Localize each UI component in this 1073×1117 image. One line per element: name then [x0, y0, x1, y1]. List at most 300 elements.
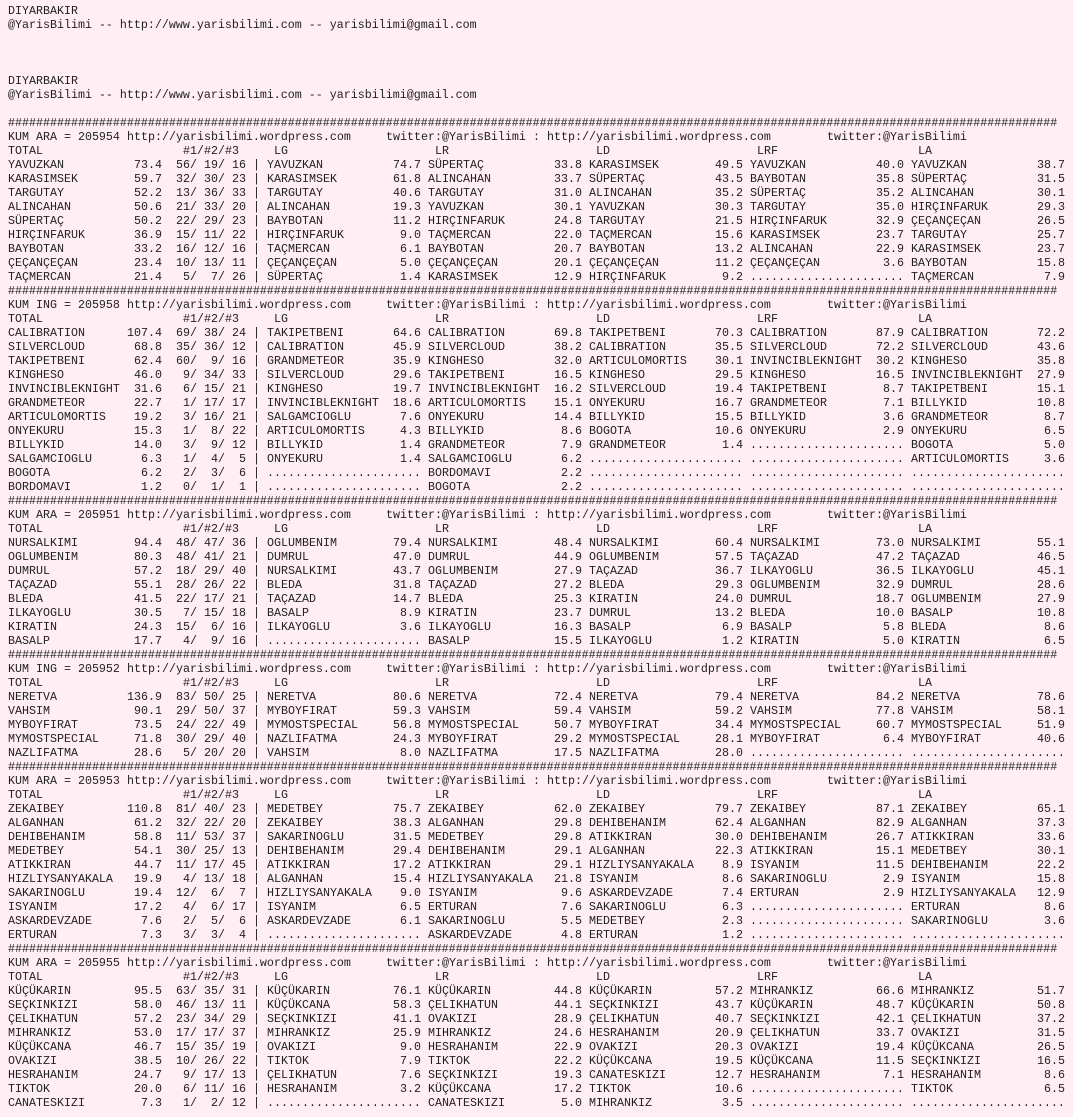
horse-name: KIRATIN	[8, 620, 57, 634]
ld-horse-name: CANATESKIZI	[589, 1068, 666, 1082]
total-score: 46.7	[134, 1040, 162, 1054]
lg-horse-name: SILVERCLOUD	[267, 368, 344, 382]
table-row	[8, 830, 1068, 844]
lg-score: 25.9	[393, 1026, 421, 1040]
column-divider: |	[253, 1096, 260, 1110]
lr-score: 4.8	[561, 928, 582, 942]
lg-score: 14.7	[393, 592, 421, 606]
slash: /	[218, 396, 225, 410]
total-score: 33.2	[134, 242, 162, 256]
total-score: 62.4	[134, 354, 162, 368]
total-score: 59.7	[134, 172, 162, 186]
table-row	[8, 914, 1068, 928]
la-horse-name: DUMRUL	[911, 578, 953, 592]
lr-horse-name: OGLUMBENIM	[428, 564, 498, 578]
total-score: 52.2	[134, 186, 162, 200]
place-2-count: 50	[204, 704, 218, 718]
lrf-score: 3.6	[883, 410, 904, 424]
place-3-count: 17	[232, 900, 246, 914]
slash: /	[190, 606, 197, 620]
place-2-count: 29	[204, 732, 218, 746]
lg-score: 40.6	[393, 186, 421, 200]
lr-horse-name: BLEDA	[428, 592, 463, 606]
slash: /	[190, 802, 197, 816]
la-score: 31.5	[1037, 1026, 1065, 1040]
table-row	[8, 326, 1068, 340]
slash: /	[190, 592, 197, 606]
lg-score: 7.6	[400, 1068, 421, 1082]
total-score: 38.5	[134, 1054, 162, 1068]
la-horse-name: NERETVA	[911, 690, 960, 704]
place-2-count: 12	[204, 242, 218, 256]
ld-score: 57.2	[715, 984, 743, 998]
slash: /	[190, 1096, 197, 1110]
lr-horse-name: ÇEÇANÇEÇAN	[428, 256, 498, 270]
ld-horse-name: SAKARINOGLU	[589, 900, 666, 914]
lg-horse-name: HIRÇINFARUK	[267, 228, 344, 242]
place-2-count: 6	[211, 620, 218, 634]
table-row	[8, 802, 1068, 816]
place-3-count: 18	[232, 606, 246, 620]
place-2-count: 9	[211, 354, 218, 368]
column-divider: |	[253, 732, 260, 746]
site-url: http://yarisbilimi.wordpress.com	[127, 298, 351, 312]
lr-score: 24.6	[554, 1026, 582, 1040]
race-title-line	[8, 130, 1068, 144]
blank-line	[8, 46, 1068, 60]
place-1-count: 1	[183, 424, 190, 438]
column-header-lg: LG	[274, 788, 288, 802]
lg-score: 9.0	[400, 1040, 421, 1054]
place-3-count: 22	[232, 1054, 246, 1068]
column-divider: |	[253, 158, 260, 172]
header-city-line	[8, 4, 1068, 18]
lg-horse-name: ZEKAIBEY	[267, 816, 323, 830]
lg-score: 3.6	[400, 620, 421, 634]
place-1-count: 5	[183, 746, 190, 760]
lrf-score: 72.2	[876, 340, 904, 354]
la-score: 22.2	[1037, 858, 1065, 872]
place-1-count: 32	[176, 172, 190, 186]
place-3-count: 23	[232, 802, 246, 816]
lg-score: 11.2	[393, 214, 421, 228]
ld-horse-name: ARTICULOMORTIS	[589, 354, 687, 368]
column-header-placings: #1/#2/#3	[183, 522, 239, 536]
total-score: 24.7	[134, 1068, 162, 1082]
la-score: 27.9	[1037, 592, 1065, 606]
lg-horse-name: CALIBRATION	[267, 340, 344, 354]
slash: /	[190, 984, 197, 998]
la-score: 15.1	[1037, 382, 1065, 396]
place-3-count: 40	[232, 732, 246, 746]
horse-name: ASKARDEVZADE	[8, 914, 92, 928]
column-header-lrf: LRF	[757, 788, 778, 802]
la-score: 8.7	[1044, 410, 1065, 424]
column-divider: |	[253, 998, 260, 1012]
ld-score: 59.2	[715, 704, 743, 718]
la-horse-name: ALGANHAN	[911, 816, 967, 830]
ld-score: 2.3	[722, 914, 743, 928]
lr-score: 19.3	[554, 1068, 582, 1082]
slash: /	[190, 452, 197, 466]
column-header-total: TOTAL	[8, 676, 43, 690]
ld-score: 35.2	[715, 186, 743, 200]
ld-score: 20.9	[715, 1026, 743, 1040]
table-row	[8, 578, 1068, 592]
lrf-score: 30.2	[876, 354, 904, 368]
ld-horse-name: ERTURAN	[589, 928, 638, 942]
lg-score: 15.4	[393, 872, 421, 886]
column-header-line	[8, 676, 1068, 690]
ld-score: 79.7	[715, 802, 743, 816]
total-score: 107.4	[127, 326, 162, 340]
place-2-count: 17	[204, 858, 218, 872]
blank-line	[8, 60, 1068, 74]
place-2-count: 9	[211, 634, 218, 648]
table-row	[8, 690, 1068, 704]
lg-score: 19.7	[393, 382, 421, 396]
la-score: 58.1	[1037, 704, 1065, 718]
table-row	[8, 844, 1068, 858]
horse-name: KINGHESO	[8, 368, 64, 382]
la-score: 65.1	[1037, 802, 1065, 816]
place-1-count: 30	[176, 732, 190, 746]
site-url: http://yarisbilimi.wordpress.com	[547, 956, 771, 970]
lr-score: 29.2	[554, 732, 582, 746]
la-score: 51.7	[1037, 984, 1065, 998]
race-title-line	[8, 662, 1068, 676]
hash-separator: ######################################################################################################################################################	[8, 494, 1058, 508]
horse-name: ZEKAIBEY	[8, 802, 64, 816]
table-row	[8, 620, 1068, 634]
slash: /	[190, 480, 197, 494]
lr-score: 48.4	[554, 536, 582, 550]
lr-score: 6.2	[561, 452, 582, 466]
ld-score: 43.7	[715, 998, 743, 1012]
la-score: 72.2	[1037, 326, 1065, 340]
lg-empty-cell: ......................	[267, 466, 421, 480]
table-row	[8, 1012, 1068, 1026]
la-score: 46.5	[1037, 550, 1065, 564]
column-divider: |	[253, 802, 260, 816]
la-empty-cell: ......................	[911, 746, 1065, 760]
lrf-horse-name: SAKARINOGLU	[750, 872, 827, 886]
ld-score: 16.7	[715, 396, 743, 410]
lr-horse-name: BOGOTA	[428, 480, 470, 494]
horse-name: MYMOSTSPECIAL	[8, 732, 99, 746]
ld-horse-name: KIRATIN	[589, 592, 638, 606]
lr-horse-name: SILVERCLOUD	[428, 340, 505, 354]
slash: /	[190, 816, 197, 830]
ld-score: 12.7	[715, 1068, 743, 1082]
horse-name: BORDOMAVI	[8, 480, 71, 494]
lrf-horse-name: ONYEKURU	[750, 424, 806, 438]
lrf-score: 60.7	[876, 718, 904, 732]
race-title: KUM ARA = 205951	[8, 508, 120, 522]
slash: /	[190, 228, 197, 242]
lg-horse-name: MEDETBEY	[267, 802, 323, 816]
place-1-count: 6	[183, 382, 190, 396]
la-score: 45.1	[1037, 564, 1065, 578]
lr-horse-name: ZEKAIBEY	[428, 802, 484, 816]
column-divider: |	[253, 606, 260, 620]
place-2-count: 29	[204, 564, 218, 578]
place-1-count: 56	[176, 158, 190, 172]
place-1-count: 2	[183, 914, 190, 928]
twitter-handle: twitter:@YarisBilimi	[827, 298, 967, 312]
la-horse-name: HIZLIYSANYAKALA	[911, 886, 1016, 900]
race-section	[8, 494, 1068, 648]
lrf-horse-name: GRANDMETEOR	[750, 396, 827, 410]
column-header-placings: #1/#2/#3	[183, 676, 239, 690]
place-3-count: 18	[232, 872, 246, 886]
la-score: 16.5	[1037, 1054, 1065, 1068]
ld-score: 10.6	[715, 1082, 743, 1096]
lr-horse-name: OVAKIZI	[428, 1012, 477, 1026]
total-score: 15.3	[134, 424, 162, 438]
slash: /	[218, 564, 225, 578]
la-score: 29.3	[1037, 200, 1065, 214]
slash: /	[218, 802, 225, 816]
la-horse-name: CALIBRATION	[911, 326, 988, 340]
total-score: 1.2	[141, 480, 162, 494]
horse-name: HESRAHANIM	[8, 1068, 78, 1082]
column-header-placings: #1/#2/#3	[183, 312, 239, 326]
column-divider: |	[253, 172, 260, 186]
ld-horse-name: KINGHESO	[589, 368, 645, 382]
ld-horse-name: ZEKAIBEY	[589, 802, 645, 816]
total-score: 57.2	[134, 564, 162, 578]
race-title: KUM ARA = 205955	[8, 956, 120, 970]
ld-horse-name: TAKIPETBENI	[589, 326, 666, 340]
lg-score: 1.4	[400, 438, 421, 452]
place-1-count: 22	[176, 214, 190, 228]
column-divider: |	[253, 816, 260, 830]
column-header-placings: #1/#2/#3	[183, 788, 239, 802]
lr-score: 31.0	[554, 186, 582, 200]
separator-line	[8, 760, 1068, 774]
slash: /	[218, 718, 225, 732]
total-score: 19.4	[134, 886, 162, 900]
ld-horse-name: TARGUTAY	[589, 214, 645, 228]
lr-horse-name: TAKIPETBENI	[428, 368, 505, 382]
lr-score: 29.8	[554, 816, 582, 830]
slash: /	[218, 214, 225, 228]
lrf-horse-name: ISYANIM	[750, 858, 799, 872]
ld-score: 19.4	[715, 382, 743, 396]
lr-score: 15.1	[554, 396, 582, 410]
column-header-line	[8, 788, 1068, 802]
slash: /	[218, 270, 225, 284]
lrf-horse-name: KARASIMSEK	[750, 228, 820, 242]
lr-horse-name: SÜPERTAÇ	[428, 158, 484, 172]
race-section	[8, 116, 1068, 284]
slash: /	[190, 886, 197, 900]
lrf-score: 16.5	[876, 368, 904, 382]
column-divider: |	[253, 578, 260, 592]
horse-name: VAHSIM	[8, 704, 50, 718]
lg-horse-name: MYMOSTSPECIAL	[267, 718, 358, 732]
total-score: 61.2	[134, 816, 162, 830]
ld-score: 62.4	[715, 816, 743, 830]
lg-score: 1.4	[400, 452, 421, 466]
la-horse-name: ILKAYOGLU	[911, 564, 974, 578]
colon: :	[533, 130, 540, 144]
place-2-count: 34	[204, 368, 218, 382]
lg-horse-name: ILKAYOGLU	[267, 620, 330, 634]
slash: /	[218, 354, 225, 368]
slash: /	[218, 438, 225, 452]
lr-horse-name: ALINCAHAN	[428, 172, 491, 186]
table-row	[8, 592, 1068, 606]
la-empty-cell: ......................	[911, 480, 1065, 494]
total-score: 73.4	[134, 158, 162, 172]
place-1-count: 0	[183, 480, 190, 494]
lg-score: 8.9	[400, 606, 421, 620]
lrf-horse-name: HESRAHANIM	[750, 1068, 820, 1082]
lrf-horse-name: HIRÇINFARUK	[750, 214, 827, 228]
lr-horse-name: KINGHESO	[428, 354, 484, 368]
lg-horse-name: ISYANIM	[267, 900, 316, 914]
total-score: 6.2	[141, 466, 162, 480]
lr-horse-name: MIHRANKIZ	[428, 1026, 491, 1040]
lrf-score: 7.1	[883, 1068, 904, 1082]
lrf-score: 35.8	[876, 172, 904, 186]
la-horse-name: ÇEÇANÇEÇAN	[911, 214, 981, 228]
lr-score: 33.8	[554, 158, 582, 172]
slash: /	[190, 368, 197, 382]
lg-score: 6.1	[400, 242, 421, 256]
lg-score: 5.0	[400, 256, 421, 270]
table-row	[8, 984, 1068, 998]
total-score: 53.0	[134, 1026, 162, 1040]
place-2-count: 47	[204, 536, 218, 550]
total-score: 36.9	[134, 228, 162, 242]
horse-name: SAKARINOGLU	[8, 886, 85, 900]
lrf-horse-name: SILVERCLOUD	[750, 340, 827, 354]
ld-score: 28.1	[715, 732, 743, 746]
lr-score: 62.0	[554, 802, 582, 816]
place-1-count: 4	[183, 900, 190, 914]
lg-horse-name: BAYBOTAN	[267, 214, 323, 228]
lg-horse-name: NURSALKIMI	[267, 564, 337, 578]
column-divider: |	[253, 228, 260, 242]
site-url: http://yarisbilimi.wordpress.com	[127, 956, 351, 970]
place-3-count: 21	[232, 382, 246, 396]
la-horse-name: TAÇMERCAN	[911, 270, 974, 284]
la-score: 26.5	[1037, 214, 1065, 228]
horse-name: YAVUZKAN	[8, 158, 64, 172]
slash: /	[190, 536, 197, 550]
ld-score: 9.2	[722, 270, 743, 284]
place-2-count: 36	[204, 186, 218, 200]
lrf-score: 10.0	[876, 606, 904, 620]
la-horse-name: ATIKKIRAN	[911, 830, 974, 844]
lr-horse-name: MYBOYFIRAT	[428, 732, 498, 746]
table-row	[8, 634, 1068, 648]
horse-name: NERETVA	[8, 690, 57, 704]
column-header-la: LA	[918, 312, 932, 326]
horse-name: MYBOYFIRAT	[8, 718, 78, 732]
place-2-count: 26	[204, 578, 218, 592]
table-row	[8, 900, 1068, 914]
slash: /	[218, 592, 225, 606]
ld-score: 19.5	[715, 1054, 743, 1068]
column-header-lr: LR	[435, 522, 449, 536]
lr-score: 69.8	[554, 326, 582, 340]
ld-horse-name: TAÇAZAD	[589, 564, 638, 578]
column-divider: |	[253, 424, 260, 438]
place-3-count: 16	[232, 1082, 246, 1096]
place-1-count: 11	[176, 830, 190, 844]
ld-empty-cell: ......................	[589, 466, 743, 480]
slash: /	[190, 718, 197, 732]
lr-horse-name: KIRATIN	[428, 606, 477, 620]
la-score: 33.6	[1037, 830, 1065, 844]
slash: /	[190, 270, 197, 284]
lg-score: 75.7	[393, 802, 421, 816]
slash: /	[190, 830, 197, 844]
lg-horse-name: SAKARINOGLU	[267, 830, 344, 844]
slash: /	[190, 242, 197, 256]
la-horse-name: VAHSIM	[911, 704, 953, 718]
lr-score: 9.6	[561, 886, 582, 900]
column-header-lrf: LRF	[757, 970, 778, 984]
slash: /	[190, 466, 197, 480]
lrf-empty-cell: ......................	[750, 900, 904, 914]
lg-horse-name: KÜÇÜKARIN	[267, 984, 330, 998]
table-row	[8, 410, 1068, 424]
column-header-line	[8, 144, 1068, 158]
lg-score: 41.1	[393, 1012, 421, 1026]
ld-horse-name: ATIKKIRAN	[589, 830, 652, 844]
column-divider: |	[253, 480, 260, 494]
twitter-handle: twitter:@YarisBilimi	[827, 774, 967, 788]
column-header-lr: LR	[435, 970, 449, 984]
slash: /	[190, 578, 197, 592]
ld-score: 24.0	[715, 592, 743, 606]
column-header-la: LA	[918, 970, 932, 984]
place-1-count: 15	[176, 620, 190, 634]
lrf-score: 2.9	[883, 886, 904, 900]
la-horse-name: SAKARINOGLU	[911, 914, 988, 928]
lr-score: 29.1	[554, 858, 582, 872]
lrf-score: 5.0	[883, 634, 904, 648]
separator-line	[8, 116, 1068, 130]
la-score: 55.1	[1037, 536, 1065, 550]
la-horse-name: BOGOTA	[911, 438, 953, 452]
la-score: 6.5	[1044, 634, 1065, 648]
table-row	[8, 452, 1068, 466]
horse-name: BASALP	[8, 634, 50, 648]
place-3-count: 12	[232, 438, 246, 452]
lrf-horse-name: MIHRANKIZ	[750, 984, 813, 998]
lr-score: 16.2	[554, 382, 582, 396]
horse-name: BILLYKID	[8, 438, 64, 452]
hash-separator: ######################################################################################################################################################	[8, 648, 1058, 662]
lg-score: 29.4	[393, 844, 421, 858]
la-score: 8.6	[1044, 620, 1065, 634]
place-1-count: 6	[183, 1082, 190, 1096]
column-divider: |	[253, 984, 260, 998]
lr-score: 38.2	[554, 340, 582, 354]
lr-horse-name: MYMOSTSPECIAL	[428, 718, 519, 732]
lg-horse-name: NAZLIFATMA	[267, 732, 337, 746]
lg-score: 74.7	[393, 158, 421, 172]
ld-score: 8.9	[722, 858, 743, 872]
la-horse-name: ISYANIM	[911, 872, 960, 886]
lrf-score: 32.9	[876, 214, 904, 228]
